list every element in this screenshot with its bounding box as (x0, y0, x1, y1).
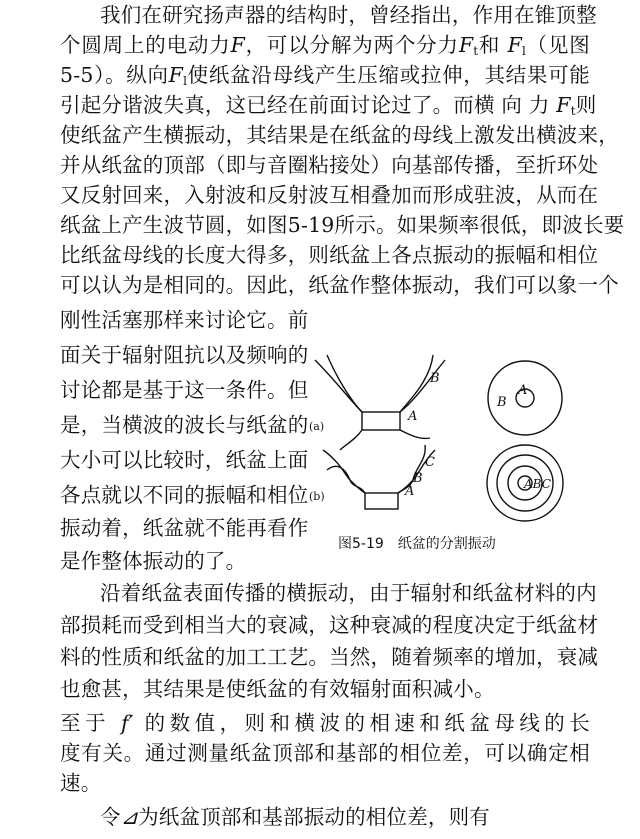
subscript: t (473, 44, 479, 58)
voice-coil-b (365, 493, 398, 509)
text-line: 各点就以不同的振幅和相位 (60, 483, 309, 507)
text-line: 也愈甚，其结果是使纸盆的有效辐射面积减小。 (60, 677, 495, 701)
text-line: 纸盆上产生波节圆，如图5-19所示。如果频率很低，即波长要 (60, 213, 625, 237)
text-fragment: 则 (575, 93, 597, 117)
symbol-F: F (168, 63, 184, 87)
text-fragment: 和 (478, 33, 501, 57)
point-label: A (405, 484, 415, 499)
point-label: A (408, 409, 418, 424)
label-a: (a) (309, 420, 325, 433)
text-line: 可以认为是相同的。因此，纸盆作整体振动，我们可以象一个 (60, 273, 619, 297)
text-fragment: 使纸盆沿母线产生压缩或拉伸，其结果可能 (187, 63, 590, 87)
text-line: 面关于辐射阻抗以及频响的 (60, 343, 309, 367)
text-fragment: 为纸盆顶部和基部振动的相位差，则有 (138, 805, 490, 829)
point-label: C (425, 455, 435, 470)
text-fragment: 沿着纸盆表面传播的横振动，由于辐射和纸盆材料的内 (100, 581, 597, 605)
text-line: 大小可以比较时，纸盆上面 (60, 448, 309, 472)
text-line: 是作整体振动的了。 (60, 549, 247, 573)
text-line: 料的性质和纸盆的加工工艺。当然，随着频率的增加，衰减 (60, 645, 599, 669)
text-line (60, 802, 590, 832)
text-line: 振动着，纸盆就不能再看作 (60, 516, 309, 540)
symbol-f-prime: f′ (120, 711, 134, 735)
text-line: 使纸盆产生横振动，其结果是在纸盆的母线上激发出横波来， (60, 123, 619, 147)
ring-label: A (518, 383, 528, 398)
text-fragment: ，可以分解为两个分力 (245, 33, 459, 57)
text-fragment: 5-5）。纵向 (60, 63, 169, 87)
text-fragment: 引起分谐波失真，这已经在前面讨论过了。而横 向 力 (60, 93, 550, 117)
cone-tail-right (400, 430, 430, 438)
text-line: 度有关。通过测量纸盆顶部和基部的相位差，可以确定相 (60, 741, 590, 765)
subscript: l (522, 44, 527, 58)
symbol-F: F (458, 33, 474, 57)
point-label: B (430, 371, 440, 386)
voice-coil-a (362, 412, 400, 430)
text-line: 部损耗而受到相当大的衰减，这种衰减的程度决定于纸盆材 (60, 613, 599, 637)
text-line (60, 0, 597, 30)
cone-left-mode (327, 355, 362, 412)
text-line: 又反射回来，入射波和反射波互相叠加而形成驻波，从而在 (60, 183, 599, 207)
text-fragment: （见图 (526, 33, 591, 57)
cone-tail-left (340, 430, 362, 450)
text-fragment: 个圆周上的电动力 (60, 33, 231, 57)
symbol-delta: ⊿ (120, 805, 139, 829)
cone-right-mode (400, 355, 433, 412)
text-line: 速。 (60, 771, 102, 795)
text-fragment: 令 (100, 805, 121, 829)
cone-b-left (323, 450, 365, 493)
subscript: l (183, 74, 188, 88)
figure-caption: 图5-19 纸盆的分割振动 (338, 536, 496, 552)
text-fragment: 至于 (60, 711, 110, 735)
text-line: 刚性活塞那样来讨论它。前 (60, 308, 309, 332)
ring-label: B (497, 395, 507, 410)
text-line: 是，当横波的波长与纸盆的 (60, 413, 309, 437)
label-b: (b) (309, 490, 325, 503)
point-label: B (413, 471, 423, 486)
text-line: 讨论都是基于这一条件。但 (60, 378, 309, 402)
cone-vibration-figure (305, 350, 595, 560)
text-line: 并从纸盆的顶部（即与音圈粘接处）向基部传播，至折环处 (60, 153, 599, 177)
symbol-F: F (556, 93, 571, 117)
text-line: 比纸盆母线的长度大得多，则纸盆上各点振动的振幅和相位 (60, 243, 599, 267)
text-line (60, 578, 597, 608)
symbol-F: F (230, 33, 245, 57)
text-line (60, 708, 590, 738)
text-fragment: 的数值，则和横波的相速和纸盆母线的长 (144, 711, 590, 735)
symbol-F: F (507, 33, 522, 57)
text-line-content: 我们在研究扬声器的结构时，曾经指出，作用在锥顶整 (100, 3, 597, 27)
subscript: t (570, 104, 576, 118)
ring-label: ABC (524, 477, 551, 491)
